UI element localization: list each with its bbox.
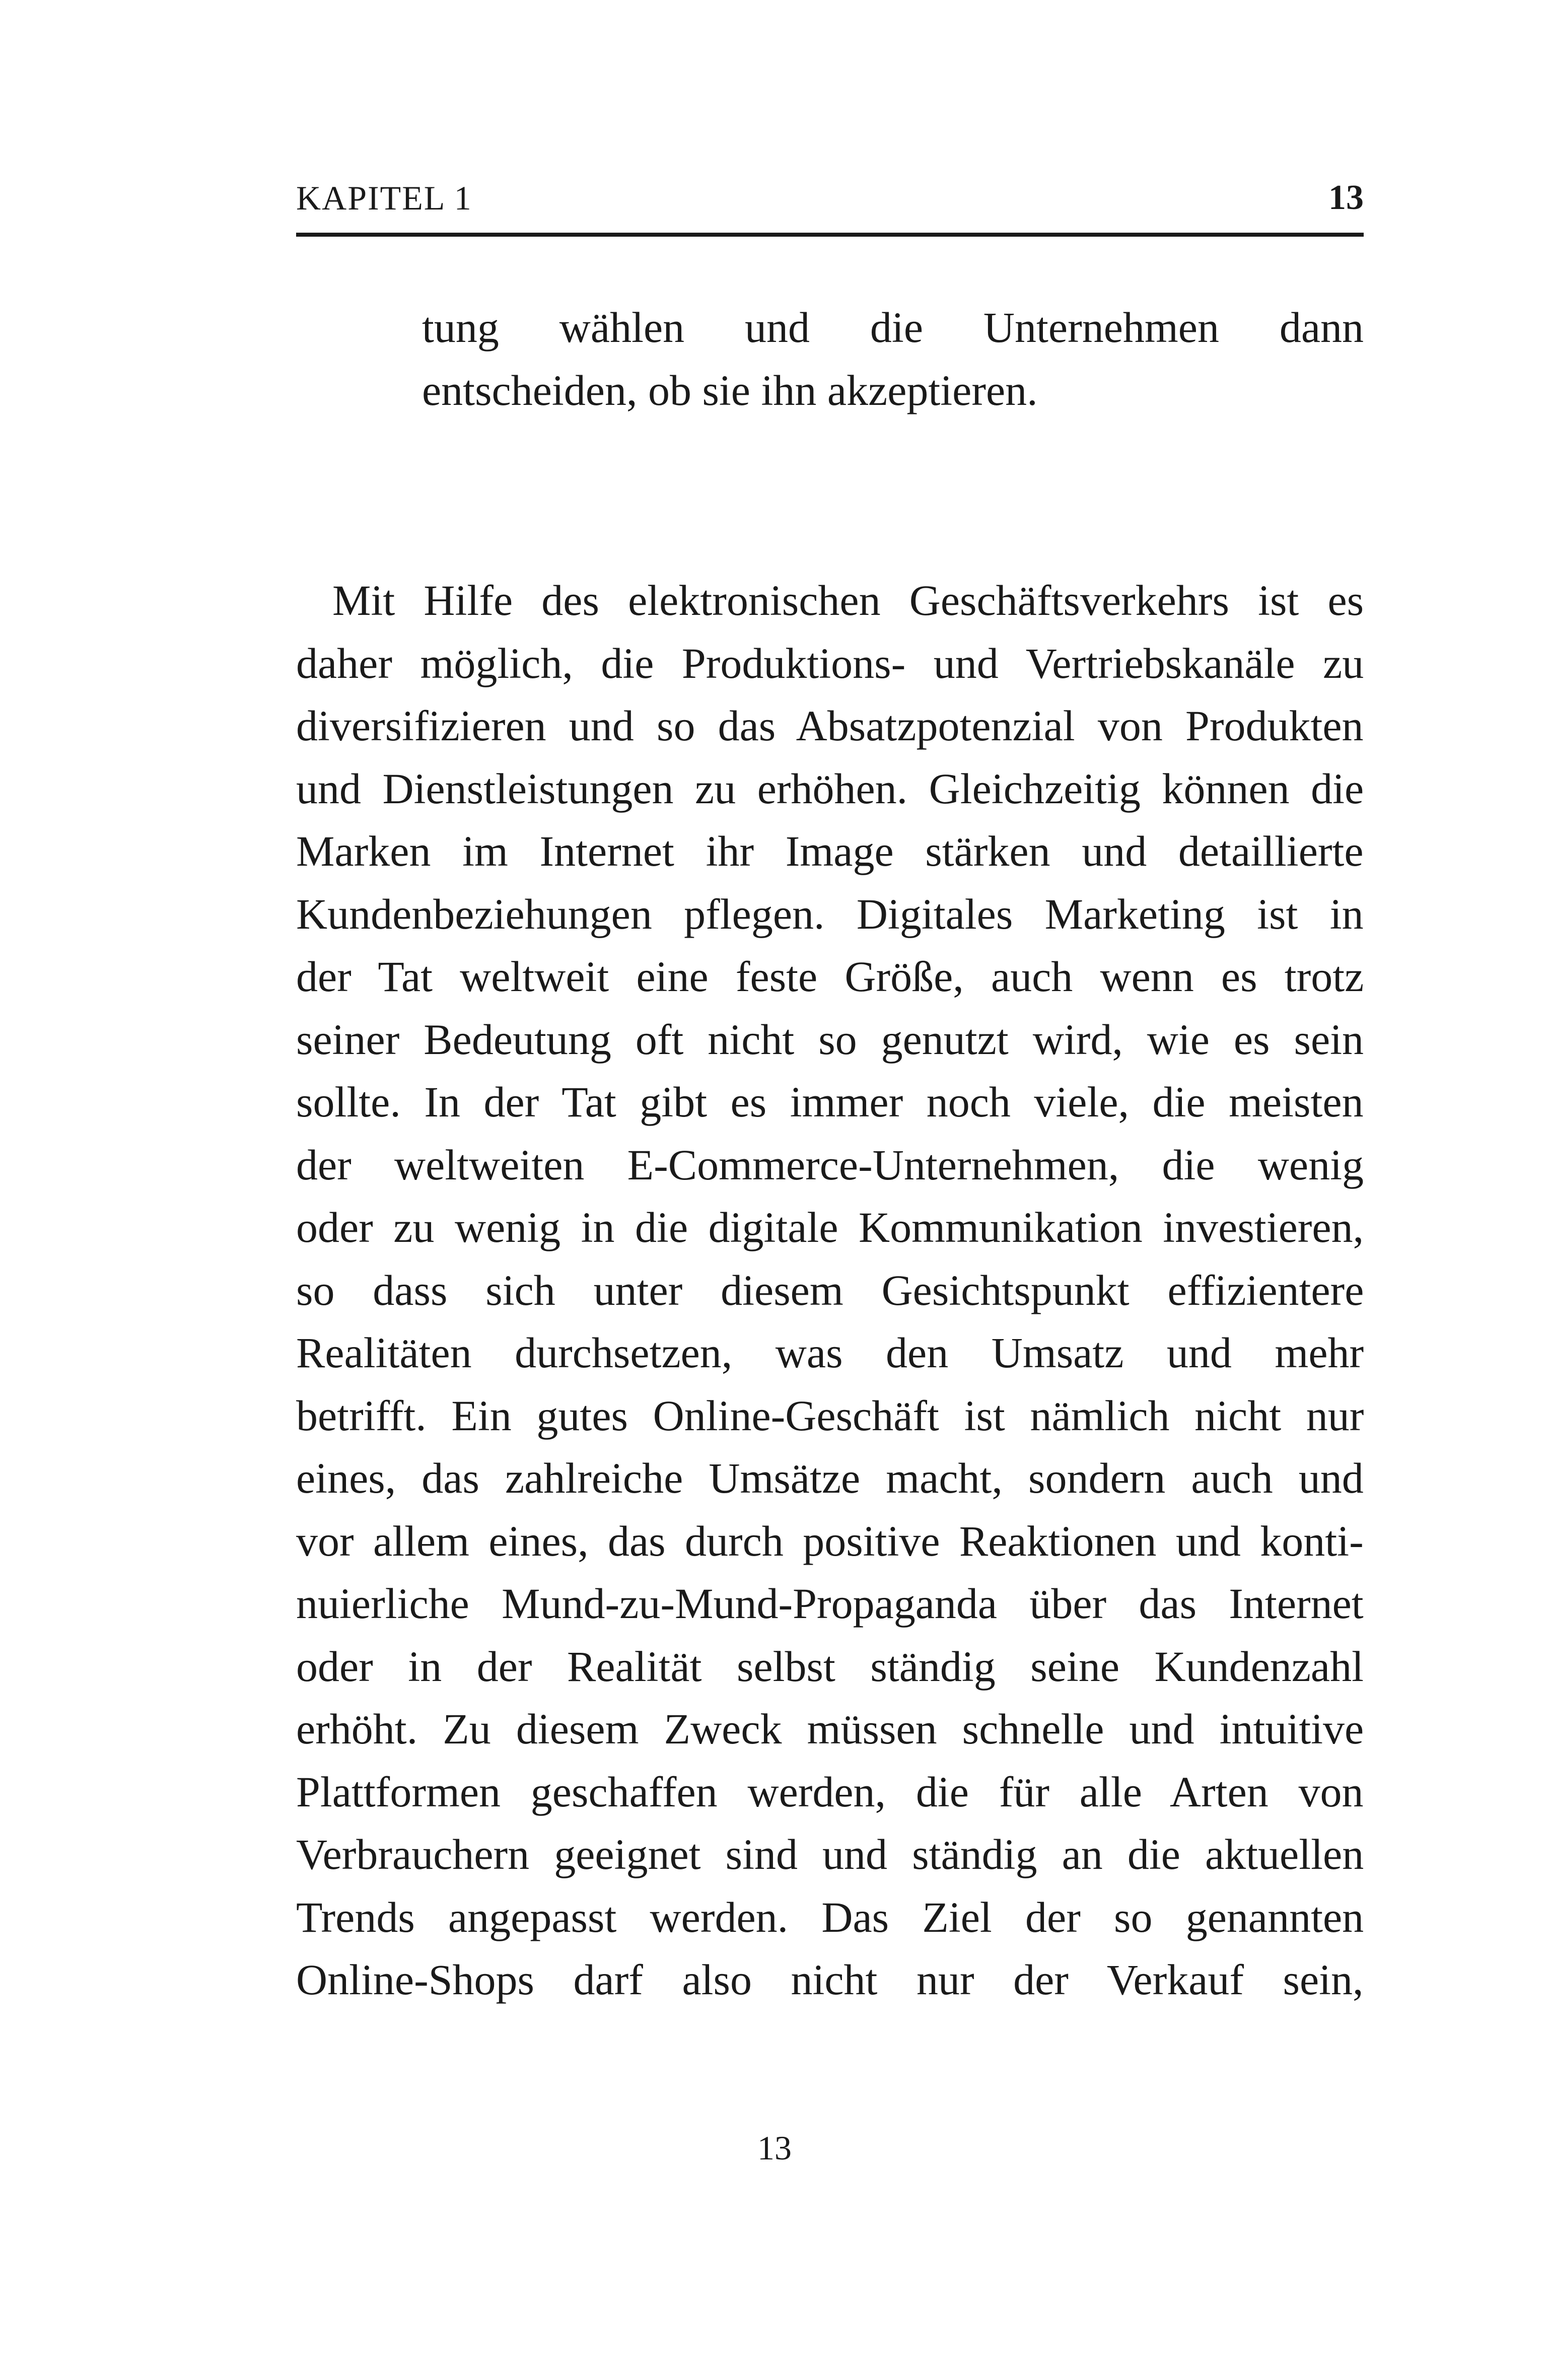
text-line: tung wählen und die Unternehmen dann [422,303,1364,352]
body-paragraph [296,569,1364,2011]
text-line: Mit Hilfe des elektronischen Geschäftsverkehrs ist es [332,576,1364,624]
header-page-number: 13 [1328,178,1364,217]
text-line: Verbrauchern geeignet sind und ständig an die aktuellen [296,1830,1364,1878]
footer-page-number: 13 [757,2129,792,2167]
text-line: erhöht. Zu diesem Zweck müssen schnelle und intuitive [296,1705,1364,1753]
text-line: diversifizieren und so das Absatzpotenzial von Produkten [296,702,1364,750]
indented-text-block [422,296,1364,422]
text-line: Realitäten durchsetzen, was den Umsatz und mehr [296,1328,1364,1377]
text-line: oder in der Realität selbst ständig seine Kundenzahl [296,1642,1364,1691]
text-line: und Dienstleistungen zu erhöhen. Gleichzeitig können die [296,764,1364,813]
text-line: so dass sich unter diesem Gesichtspunkt effizientere [296,1266,1364,1314]
text-line: entscheiden, ob sie ihn akzeptieren. [422,366,1038,414]
running-header [296,174,1364,224]
text-line: vor allem eines, das durch positive Reaktionen und konti- [296,1516,1364,1565]
text-line: Plattformen geschaffen werden, die für alle Arten von [296,1767,1364,1816]
text-line: Online-Shops darf also nicht nur der Verkauf sein, [296,1955,1364,2004]
text-line: der Tat weltweit eine feste Größe, auch wenn es trotz [296,952,1364,1001]
text-line: Trends angepasst werden. Das Ziel der so genannten [296,1893,1364,1941]
text-line: seiner Bedeutung oft nicht so genutzt wird, wie es sein [296,1015,1364,1064]
chapter-title: KAPITEL 1 [296,179,472,217]
text-line: Marken im Internet ihr Image stärken und detaillierte [296,827,1364,875]
text-line: oder zu wenig in die digitale Kommunikation investieren, [296,1203,1364,1251]
text-line: eines, das zahlreiche Umsätze macht, sondern auch und [296,1454,1364,1502]
text-line: der weltweiten E-Commerce-Unternehmen, die wenig [296,1140,1364,1189]
text-line: Kundenbeziehungen pflegen. Digitales Marketing ist in [296,889,1364,938]
text-line: sollte. In der Tat gibt es immer noch viele, die meisten [296,1078,1364,1126]
text-line: nuierliche Mund-zu-Mund-Propaganda über das Internet [296,1579,1364,1628]
text-line: daher möglich, die Produktions- und Vertriebskanäle zu [296,639,1364,687]
text-line: betrifft. Ein gutes Online-Geschäft ist nämlich nicht nur [296,1391,1364,1440]
header-divider [296,233,1364,237]
